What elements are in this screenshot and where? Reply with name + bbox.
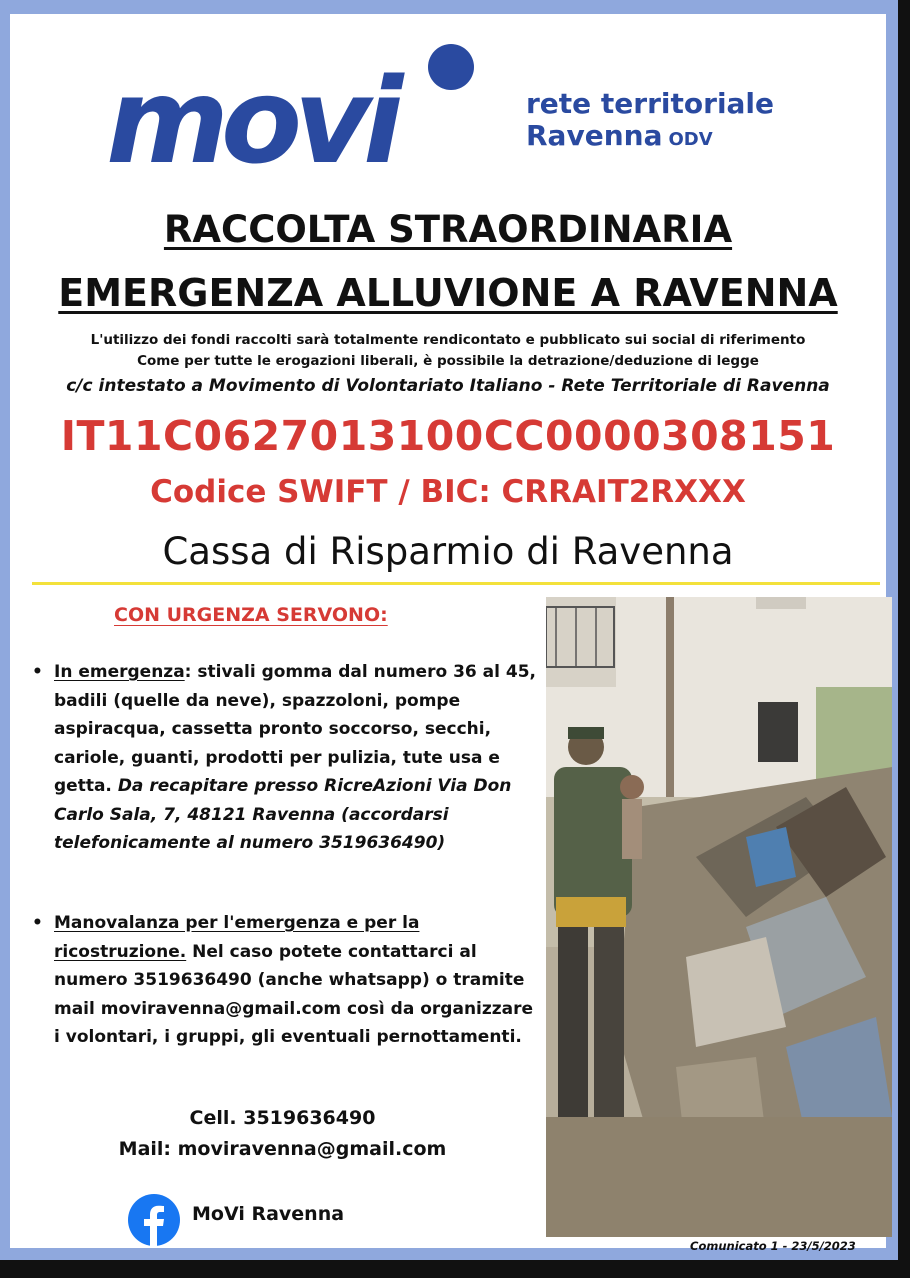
divider bbox=[32, 582, 880, 585]
bullet-icon: • bbox=[32, 913, 43, 933]
facebook-link[interactable] bbox=[128, 1194, 428, 1248]
flood-photo bbox=[546, 597, 892, 1237]
item-delivery-note: Da recapitare presso RicreAzioni Via Don Carlo Sala, 7, 48121 Ravenna (accordarsi telefonicamente al numero 3519636490) bbox=[54, 776, 512, 853]
urgent-heading: CON URGENZA SERVONO: bbox=[114, 604, 388, 626]
communique-label: Comunicato 1 - 23/5/2023 bbox=[690, 1239, 856, 1253]
flyer bbox=[10, 14, 886, 1253]
tagline-odv: ODV bbox=[668, 129, 713, 150]
logo-dot-icon bbox=[428, 44, 474, 90]
tagline-line2: Ravenna ODV bbox=[526, 119, 713, 152]
title-line1: RACCOLTA STRAORDINARIA bbox=[163, 208, 733, 251]
funds-note: L'utilizzo dei fondi raccolti sarà totalmente rendicontato e pubblicato sui social di riferimento bbox=[90, 332, 806, 348]
tagline-line1: rete territoriale bbox=[526, 87, 775, 120]
bank-name: Cassa di Risparmio di Ravenna bbox=[162, 530, 734, 573]
logo-tagline bbox=[526, 88, 774, 156]
facebook-label: MoVi Ravenna bbox=[192, 1203, 345, 1225]
movi-logo bbox=[106, 42, 506, 192]
item-lead: In emergenza bbox=[54, 662, 185, 682]
item-text: : stivali gomma dal numero 36 al 45, badili (quelle da neve), spazzoloni, pompe aspiracqua, cassetta pronto soccorso, secchi, cariole, guanti, prodotti per pulizia, tute usa e getta. bbox=[54, 662, 536, 796]
item-lead: Manovalanza per l'emergenza e per la ricostruzione. bbox=[54, 913, 420, 962]
logo-wordmark: movi bbox=[106, 52, 396, 190]
item-text: Nel caso potete contattarci al numero 3519636490 (anche whatsapp) o tramite mail moviravenna@gmail.com così da organizzare i volontari, i gruppi, gli eventuali pernottamenti. bbox=[54, 941, 534, 1047]
swift-code: Codice SWIFT / BIC: CRRAIT2RXXX bbox=[150, 474, 746, 510]
account-holder: c/c intestato a Movimento di Volontariato Italiano - Rete Territoriale di Ravenna bbox=[66, 376, 830, 396]
list-item bbox=[32, 909, 537, 1052]
bullet-icon: • bbox=[32, 662, 43, 682]
contact-email[interactable]: Mail: moviravenna@gmail.com bbox=[118, 1138, 447, 1160]
facebook-icon bbox=[128, 1194, 180, 1246]
contact-phone[interactable]: Cell. 3519636490 bbox=[189, 1107, 376, 1129]
list-item bbox=[32, 658, 537, 858]
tax-note: Come per tutte le erogazioni liberali, è possibile la detrazione/deduzione di legge bbox=[137, 353, 759, 369]
iban: IT11C0627013100CC0000308151 bbox=[60, 412, 836, 460]
title-line2: EMERGENZA ALLUVIONE A RAVENNA bbox=[58, 271, 838, 315]
